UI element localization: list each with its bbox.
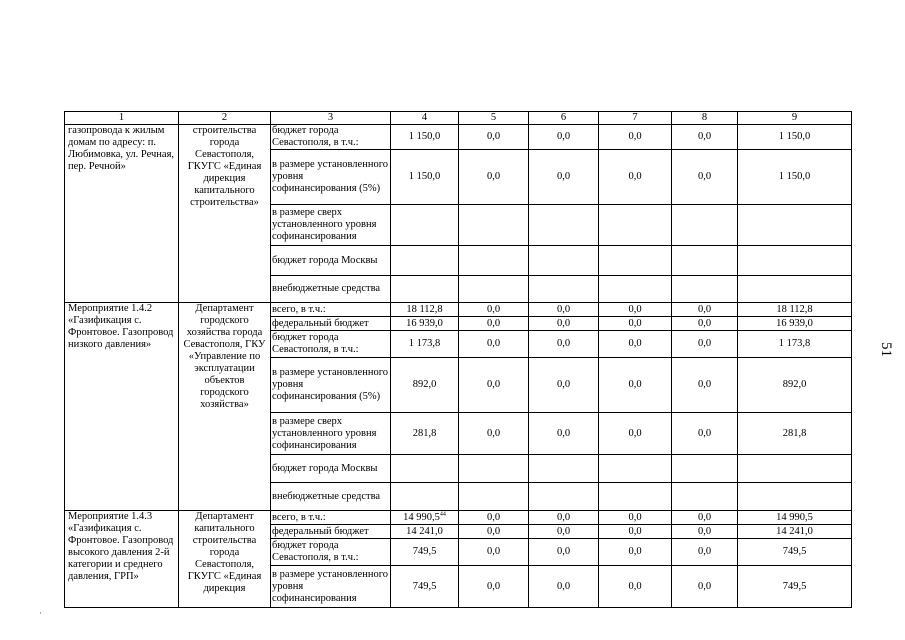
value-cell: 1 173,8 [391,331,459,358]
value-cell [599,246,672,276]
value-cell: 16 939,0 [391,317,459,331]
value-cell: 1 150,0 [391,125,459,150]
value-cell: 0,0 [529,539,599,566]
value-cell: 0,0 [672,358,738,413]
table-row [65,511,852,525]
value-cell: 0,0 [599,317,672,331]
value-cell: 0,0 [459,566,529,608]
value-cell: 0,0 [459,331,529,358]
value-cell [529,276,599,303]
value-cell [672,483,738,511]
value-cell [738,483,852,511]
budget-table [64,111,852,608]
value-cell: 0,0 [459,125,529,150]
header-cell: 2 [179,112,271,125]
value-cell: 281,8 [391,413,459,455]
value-cell: 0,0 [599,303,672,317]
value-cell [391,455,459,483]
value-cell: 0,0 [529,125,599,150]
value-cell [391,246,459,276]
value-cell [672,246,738,276]
value-cell: 892,0 [738,358,852,413]
value-cell [459,246,529,276]
value-cell: 0,0 [672,331,738,358]
source-label-cell: в размере установленного уровня софинансирования (5%) [271,150,391,205]
header-cell: 7 [599,112,672,125]
source-label-cell: внебюджетные средства [271,276,391,303]
header-cell: 4 [391,112,459,125]
source-label-cell: бюджет города Севастополя, в т.ч.: [271,331,391,358]
executor-cell: Департамент городского хозяйства города Севастополя, ГКУ «Управление по эксплуатации объектов городского хозяйства» [179,303,271,511]
value-cell: 0,0 [459,358,529,413]
value-cell: 0,0 [529,566,599,608]
value-cell: 18 112,8 [391,303,459,317]
value-cell: 1 150,0 [738,125,852,150]
value-cell [599,483,672,511]
table-row [65,303,852,317]
value-cell: 0,0 [672,511,738,525]
value-cell: 0,0 [459,525,529,539]
source-label-cell: внебюджетные средства [271,483,391,511]
value-cell: 0,0 [529,150,599,205]
value-cell: 0,0 [529,525,599,539]
value-cell: 0,0 [599,150,672,205]
value-cell [529,246,599,276]
value-cell: 1 150,0 [738,150,852,205]
value-cell: 892,0 [391,358,459,413]
value-cell: 0,0 [672,303,738,317]
value-cell: 0,0 [459,303,529,317]
value-cell [529,205,599,246]
value-cell [738,455,852,483]
value-cell [459,276,529,303]
value-cell: 0,0 [672,525,738,539]
value-cell [738,276,852,303]
value-cell [672,205,738,246]
value-cell: 0,0 [599,511,672,525]
value-cell: 0,0 [599,566,672,608]
value-cell: 749,5 [391,539,459,566]
header-row [65,112,852,125]
measure-name-cell: Мероприятие 1.4.2 «Газификация с. Фронтовое. Газопровод низкого давления» [65,303,179,511]
value-cell: 0,0 [672,566,738,608]
source-label-cell: в размере установленного уровня софинансирования [271,566,391,608]
header-cell: 5 [459,112,529,125]
source-label-cell: федеральный бюджет [271,525,391,539]
value-cell: 16 939,0 [738,317,852,331]
value-cell [599,205,672,246]
header-cell: 9 [738,112,852,125]
margin-mark: · [39,608,42,618]
value-cell: 0,0 [672,150,738,205]
executor-cell: строительства города Севастополя, ГКУГС «Единая дирекция капитального строительства» [179,125,271,303]
source-label-cell: бюджет города Севастополя, в т.ч.: [271,539,391,566]
value-cell: 0,0 [599,125,672,150]
value-cell: 281,8 [738,413,852,455]
value-cell: 0,0 [672,413,738,455]
value-cell [391,483,459,511]
value-cell: 0,0 [529,511,599,525]
value-cell [459,483,529,511]
value-cell: 0,0 [459,539,529,566]
footnote-mark: 44 [439,511,446,517]
value-cell: 0,0 [459,150,529,205]
value-cell: 0,0 [529,413,599,455]
value-cell: 0,0 [529,358,599,413]
source-label-cell: федеральный бюджет [271,317,391,331]
measure-name-cell: Мероприятие 1.4.3 «Газификация с. Фронтовое. Газопровод высокого давления 2-й категории и среднего давления, ГРП» [65,511,179,608]
value-cell: 0,0 [529,303,599,317]
value-cell: 18 112,8 [738,303,852,317]
source-label-cell: всего, в т.ч.: [271,303,391,317]
value-cell: 0,0 [672,317,738,331]
value-cell: 1 173,8 [738,331,852,358]
value-cell [738,246,852,276]
value-cell [529,455,599,483]
header-cell: 8 [672,112,738,125]
value-cell [599,276,672,303]
value-cell: 749,5 [738,539,852,566]
value-cell [738,205,852,246]
source-label-cell: бюджет города Москвы [271,246,391,276]
value-cell [459,205,529,246]
value-cell: 0,0 [672,125,738,150]
value-cell [391,276,459,303]
value-cell: 0,0 [599,525,672,539]
value-cell: 0,0 [599,331,672,358]
page-number: 51 [878,342,894,357]
value-cell [391,511,459,525]
value-cell [459,455,529,483]
measure-name-cell: газопровода к жилым домам по адресу: п. Любимовка, ул. Речная, пер. Речной» [65,125,179,303]
source-label-cell: бюджет города Москвы [271,455,391,483]
value-cell: 0,0 [459,511,529,525]
value-cell: 0,0 [529,317,599,331]
value-cell [391,205,459,246]
header-cell: 6 [529,112,599,125]
value-cell [672,455,738,483]
header-cell: 3 [271,112,391,125]
source-label-cell: в размере сверх установленного уровня софинансирования [271,413,391,455]
value-cell [529,483,599,511]
value-cell: 14 990,5 [738,511,852,525]
value-cell: 0,0 [599,358,672,413]
value-cell: 0,0 [599,539,672,566]
value-cell: 0,0 [529,331,599,358]
value-cell: 0,0 [672,539,738,566]
value-cell: 14 241,0 [391,525,459,539]
executor-cell: Департамент капитального строительства города Севастополя, ГКУГС «Единая дирекция [179,511,271,608]
value-cell: 749,5 [738,566,852,608]
value-cell [599,455,672,483]
value-cell: 1 150,0 [391,150,459,205]
table-row [65,125,852,150]
source-label-cell: в размере сверх установленного уровня софинансирования [271,205,391,246]
source-label-cell: всего, в т.ч.: [271,511,391,525]
value-cell: 14 241,0 [738,525,852,539]
value-text: 14 990,5 [403,511,440,523]
value-cell: 0,0 [459,317,529,331]
value-cell: 749,5 [391,566,459,608]
value-cell: 0,0 [599,413,672,455]
header-cell: 1 [65,112,179,125]
source-label-cell: в размере установленного уровня софинансирования (5%) [271,358,391,413]
source-label-cell: бюджет города Севастополя, в т.ч.: [271,125,391,150]
value-cell [672,276,738,303]
value-cell: 0,0 [459,413,529,455]
